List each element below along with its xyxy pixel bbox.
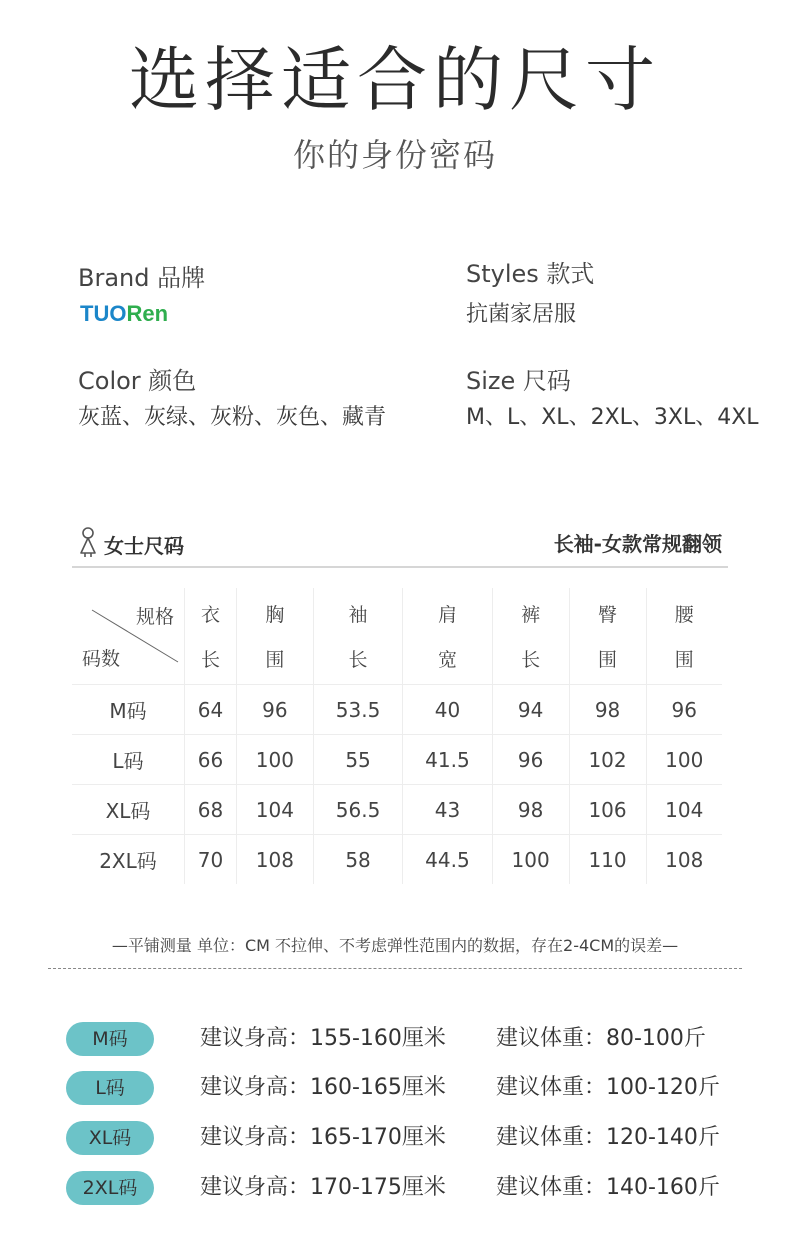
table-cell: 110 bbox=[569, 835, 646, 885]
table-header-cell bbox=[492, 588, 569, 685]
styles-label: Styles 款式 bbox=[466, 260, 595, 288]
brand-label: Brand 品牌 bbox=[78, 264, 206, 292]
section-right-title: 长袖-女款常规翻领 bbox=[553, 532, 722, 556]
corner-top-label: 规格 bbox=[135, 606, 174, 628]
size-pill: M码 bbox=[66, 1022, 154, 1056]
table-header-row bbox=[72, 588, 722, 685]
recommendation-row bbox=[0, 1117, 790, 1161]
styles-value: 抗菌家居服 bbox=[466, 302, 577, 327]
header-line2: 围 bbox=[674, 649, 694, 671]
table-cell: 40 bbox=[403, 685, 492, 735]
size-pill: L码 bbox=[66, 1071, 154, 1105]
page-title: 选择适合的尺寸 bbox=[129, 39, 661, 121]
table-cell: 44.5 bbox=[403, 835, 492, 885]
recommendation-row bbox=[0, 1067, 790, 1111]
table-cell: 56.5 bbox=[313, 785, 402, 835]
header-line2: 长 bbox=[200, 649, 220, 671]
table-cell: 64 bbox=[185, 685, 237, 735]
table-cell: 96 bbox=[646, 685, 722, 735]
table-cell: 104 bbox=[646, 785, 722, 835]
table-cell: 98 bbox=[569, 685, 646, 735]
table-cell: 53.5 bbox=[313, 685, 402, 735]
table-cell: 106 bbox=[569, 785, 646, 835]
header-line1: 衣 bbox=[200, 604, 220, 626]
table-cell: 41.5 bbox=[403, 735, 492, 785]
table-cell: L码 bbox=[72, 735, 185, 785]
table-cell: 58 bbox=[313, 835, 402, 885]
header-line2: 围 bbox=[265, 649, 285, 671]
header-line1: 袖 bbox=[348, 604, 368, 626]
brand-logo-part1: TUO bbox=[80, 301, 127, 326]
table-cell: 108 bbox=[646, 835, 722, 885]
recommended-weight: 建议体重：100-120斤 bbox=[496, 1075, 720, 1100]
size-label: Size 尺码 bbox=[466, 367, 571, 395]
table-header-cell bbox=[236, 588, 313, 685]
table-cell: 100 bbox=[236, 735, 313, 785]
size-table bbox=[72, 588, 722, 884]
size-value: M、L、XL、2XL、3XL、4XL bbox=[466, 405, 759, 430]
table-corner-cell bbox=[72, 588, 185, 685]
header-line1: 裤 bbox=[521, 604, 541, 626]
table-cell: 70 bbox=[185, 835, 237, 885]
section-left bbox=[76, 526, 184, 563]
table-row bbox=[72, 835, 722, 885]
recommended-weight: 建议体重：140-160斤 bbox=[496, 1175, 720, 1200]
brand-logo bbox=[80, 300, 168, 328]
dashed-divider bbox=[48, 968, 742, 969]
size-pill: 2XL码 bbox=[66, 1171, 154, 1205]
color-value: 灰蓝、灰绿、灰粉、灰色、藏青 bbox=[78, 405, 387, 430]
table-row bbox=[72, 685, 722, 735]
table-cell: 43 bbox=[403, 785, 492, 835]
table-cell: 55 bbox=[313, 735, 402, 785]
table-cell: 94 bbox=[492, 685, 569, 735]
recommended-height: 建议身高：155-160厘米 bbox=[200, 1026, 446, 1051]
table-cell: 108 bbox=[236, 835, 313, 885]
recommended-weight: 建议体重：80-100斤 bbox=[496, 1026, 706, 1051]
corner-bottom-label: 码数 bbox=[82, 648, 121, 670]
header-line1: 肩 bbox=[437, 604, 457, 626]
header-line1: 胸 bbox=[265, 604, 285, 626]
table-cell: 68 bbox=[185, 785, 237, 835]
header-line2: 宽 bbox=[437, 649, 457, 671]
recommended-height: 建议身高：170-175厘米 bbox=[200, 1175, 446, 1200]
header-line1: 腰 bbox=[674, 604, 694, 626]
section-left-title: 女士尺码 bbox=[104, 534, 184, 558]
recommended-height: 建议身高：165-170厘米 bbox=[200, 1125, 446, 1150]
woman-icon bbox=[76, 526, 104, 563]
table-header-cell bbox=[646, 588, 722, 685]
color-label: Color 颜色 bbox=[78, 367, 197, 395]
table-header-cell bbox=[313, 588, 402, 685]
table-cell: 100 bbox=[492, 835, 569, 885]
table-cell: M码 bbox=[72, 685, 185, 735]
table-row bbox=[72, 785, 722, 835]
table-header-cell bbox=[403, 588, 492, 685]
page-subtitle: 你的身份密码 bbox=[292, 136, 497, 174]
recommended-weight: 建议体重：120-140斤 bbox=[496, 1125, 720, 1150]
table-cell: 104 bbox=[236, 785, 313, 835]
table-cell: 102 bbox=[569, 735, 646, 785]
recommended-height: 建议身高：160-165厘米 bbox=[200, 1075, 446, 1100]
header-line2: 围 bbox=[598, 649, 618, 671]
recommendation-row bbox=[0, 1018, 790, 1062]
header-line1: 臀 bbox=[598, 604, 618, 626]
table-cell: 100 bbox=[646, 735, 722, 785]
recommendation-row bbox=[0, 1167, 790, 1211]
section-header bbox=[72, 518, 728, 568]
table-cell: 96 bbox=[236, 685, 313, 735]
header-line2: 长 bbox=[348, 649, 368, 671]
header-line2: 长 bbox=[521, 649, 541, 671]
size-pill: XL码 bbox=[66, 1121, 154, 1155]
table-cell: 98 bbox=[492, 785, 569, 835]
table-header-cell bbox=[185, 588, 237, 685]
table-row bbox=[72, 735, 722, 785]
table-cell: 2XL码 bbox=[72, 835, 185, 885]
measurement-note: —平铺测量 单位：CM 不拉伸、不考虑弹性范围内的数据，存在2-4CM的误差— bbox=[111, 936, 679, 955]
table-cell: 66 bbox=[185, 735, 237, 785]
table-header-cell bbox=[569, 588, 646, 685]
table-cell: 96 bbox=[492, 735, 569, 785]
brand-logo-part2: Ren bbox=[126, 301, 169, 326]
table-cell: XL码 bbox=[72, 785, 185, 835]
